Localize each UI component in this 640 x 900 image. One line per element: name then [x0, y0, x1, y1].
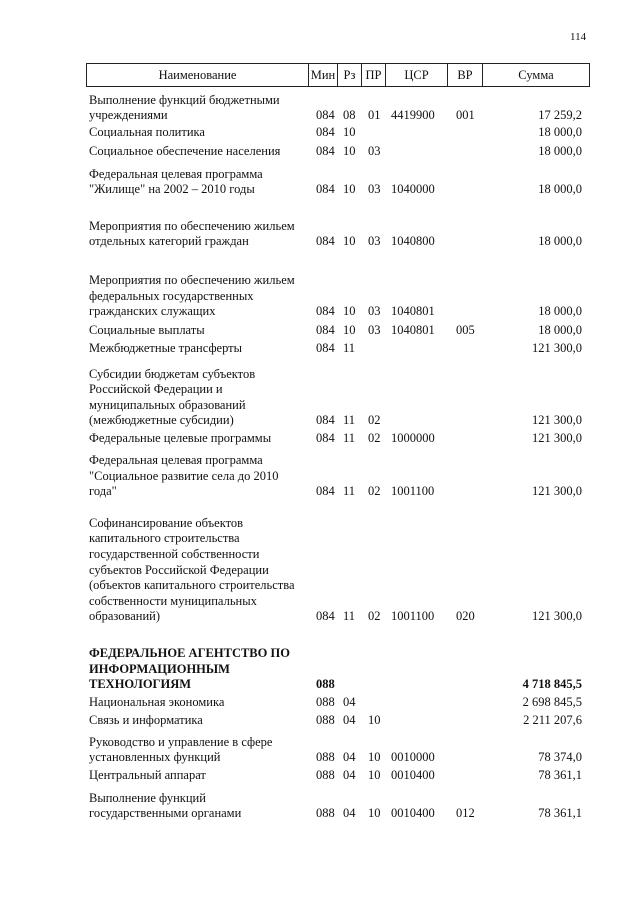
cell-name: Софинансирование объектов капитального строительства государственной собственности субъектов Российской Федерации (объектов капитального строительства собственности муниципальных образований) [89, 515, 295, 624]
cell-csr: 1001100 [391, 609, 435, 624]
cell-csr: 1040801 [391, 304, 435, 319]
cell-csr: 4419900 [391, 108, 435, 123]
cell-csr: 1001100 [391, 484, 435, 499]
cell-name: Межбюджетные трансферты [89, 341, 243, 356]
cell-sum: 18 000,0 [538, 182, 582, 197]
cell-pr: 10 [368, 713, 381, 728]
cell-csr: 1040800 [391, 234, 435, 249]
cell-pr: 02 [368, 609, 381, 624]
cell-min: 088 [316, 750, 335, 765]
cell-vr: 020 [456, 609, 475, 624]
cell-min: 084 [316, 144, 335, 159]
cell-name: Федеральная целевая программа "Жилище" на 2002 – 2010 годы [89, 166, 263, 197]
header-name: Наименование [158, 68, 237, 82]
cell-rz: 11 [343, 413, 356, 428]
cell-csr: 0010400 [391, 806, 435, 821]
cell-sum: 4 718 845,5 [522, 677, 582, 692]
cell-rz: 11 [343, 484, 356, 499]
header-csr: ЦСР [385, 64, 447, 86]
cell-rz: 04 [343, 750, 356, 765]
header-min: Мин [308, 64, 337, 86]
cell-sum: 78 361,1 [538, 768, 582, 783]
cell-name: Мероприятия по обеспечению жильем федеральных государственных гражданских служащих [89, 273, 295, 319]
cell-min: 088 [316, 677, 335, 692]
cell-name: ФЕДЕРАЛЬНОЕ АГЕНТСТВО ПО ИНФОРМАЦИОННЫМ ТЕХНОЛОГИЯМ [89, 646, 290, 692]
cell-min: 084 [316, 484, 335, 499]
cell-sum: 121 300,0 [532, 413, 582, 428]
cell-pr: 03 [368, 234, 381, 249]
cell-rz: 10 [343, 304, 356, 319]
cell-vr: 001 [456, 108, 475, 123]
cell-csr: 0010400 [391, 768, 435, 783]
cell-rz: 10 [343, 144, 356, 159]
cell-name: Федеральная целевая программа "Социальное развитие села до 2010 года" [89, 453, 279, 499]
cell-rz: 11 [343, 609, 356, 624]
page-number: 114 [570, 31, 587, 43]
cell-name: Социальное обеспечение населения [89, 144, 281, 159]
cell-vr: 012 [456, 806, 475, 821]
cell-rz: 04 [343, 768, 356, 783]
cell-min: 084 [316, 413, 335, 428]
cell-sum: 17 259,2 [538, 108, 582, 123]
cell-sum: 121 300,0 [532, 341, 582, 356]
cell-name: Выполнение функций бюджетными учреждениями [89, 92, 280, 123]
header-vr: ВР [447, 64, 482, 86]
cell-min: 088 [316, 713, 335, 728]
cell-name: Выполнение функций государственными органами [89, 790, 242, 821]
cell-min: 084 [316, 341, 335, 356]
cell-csr: 1040000 [391, 182, 435, 197]
cell-rz: 10 [343, 125, 356, 140]
cell-pr: 02 [368, 484, 381, 499]
cell-pr: 10 [368, 750, 381, 765]
cell-sum: 121 300,0 [532, 609, 582, 624]
cell-pr: 01 [368, 108, 381, 123]
cell-sum: 18 000,0 [538, 304, 582, 319]
cell-sum: 18 000,0 [538, 144, 582, 159]
cell-pr: 10 [368, 806, 381, 821]
cell-min: 084 [316, 304, 335, 319]
header-pr: ПР [361, 64, 385, 86]
cell-pr: 03 [368, 323, 381, 338]
cell-name: Субсидии бюджетам субъектов Российской Федерации и муниципальных образований (межбюджетные субсидии) [89, 366, 256, 428]
cell-pr: 10 [368, 768, 381, 783]
cell-sum: 121 300,0 [532, 431, 582, 446]
cell-name: Социальная политика [89, 125, 205, 140]
cell-min: 088 [316, 695, 335, 710]
cell-pr: 02 [368, 413, 381, 428]
cell-min: 084 [316, 609, 335, 624]
cell-csr: 1040801 [391, 323, 435, 338]
cell-rz: 11 [343, 431, 356, 446]
cell-pr: 03 [368, 144, 381, 159]
cell-name: Федеральные целевые программы [89, 431, 272, 446]
cell-rz: 10 [343, 323, 356, 338]
cell-sum: 78 374,0 [538, 750, 582, 765]
cell-rz: 10 [343, 182, 356, 197]
cell-pr: 03 [368, 304, 381, 319]
cell-sum: 121 300,0 [532, 484, 582, 499]
cell-name: Мероприятия по обеспечению жильем отдельных категорий граждан [89, 218, 295, 249]
cell-sum: 2 698 845,5 [522, 695, 582, 710]
cell-name: Связь и информатика [89, 713, 203, 728]
cell-rz: 11 [343, 341, 356, 356]
cell-sum: 18 000,0 [538, 234, 582, 249]
cell-sum: 18 000,0 [538, 125, 582, 140]
cell-min: 088 [316, 806, 335, 821]
cell-name: Социальные выплаты [89, 323, 205, 338]
cell-rz: 04 [343, 713, 356, 728]
cell-csr: 1000000 [391, 431, 435, 446]
cell-pr: 03 [368, 182, 381, 197]
cell-pr: 02 [368, 431, 381, 446]
cell-name: Руководство и управление в сфере установленных функций [89, 734, 273, 765]
cell-min: 084 [316, 182, 335, 197]
cell-rz: 04 [343, 806, 356, 821]
header-sum: Сумма [482, 64, 589, 86]
cell-name: Центральный аппарат [89, 768, 206, 783]
header-rz: Рз [337, 64, 361, 86]
cell-sum: 2 211 207,6 [523, 713, 582, 728]
cell-rz: 08 [343, 108, 356, 123]
cell-min: 084 [316, 125, 335, 140]
cell-min: 084 [316, 323, 335, 338]
cell-rz: 10 [343, 234, 356, 249]
cell-name: Национальная экономика [89, 695, 225, 710]
cell-min: 088 [316, 768, 335, 783]
cell-csr: 0010000 [391, 750, 435, 765]
cell-rz: 04 [343, 695, 356, 710]
cell-min: 084 [316, 234, 335, 249]
cell-sum: 18 000,0 [538, 323, 582, 338]
cell-vr: 005 [456, 323, 475, 338]
cell-sum: 78 361,1 [538, 806, 582, 821]
cell-min: 084 [316, 431, 335, 446]
cell-min: 084 [316, 108, 335, 123]
